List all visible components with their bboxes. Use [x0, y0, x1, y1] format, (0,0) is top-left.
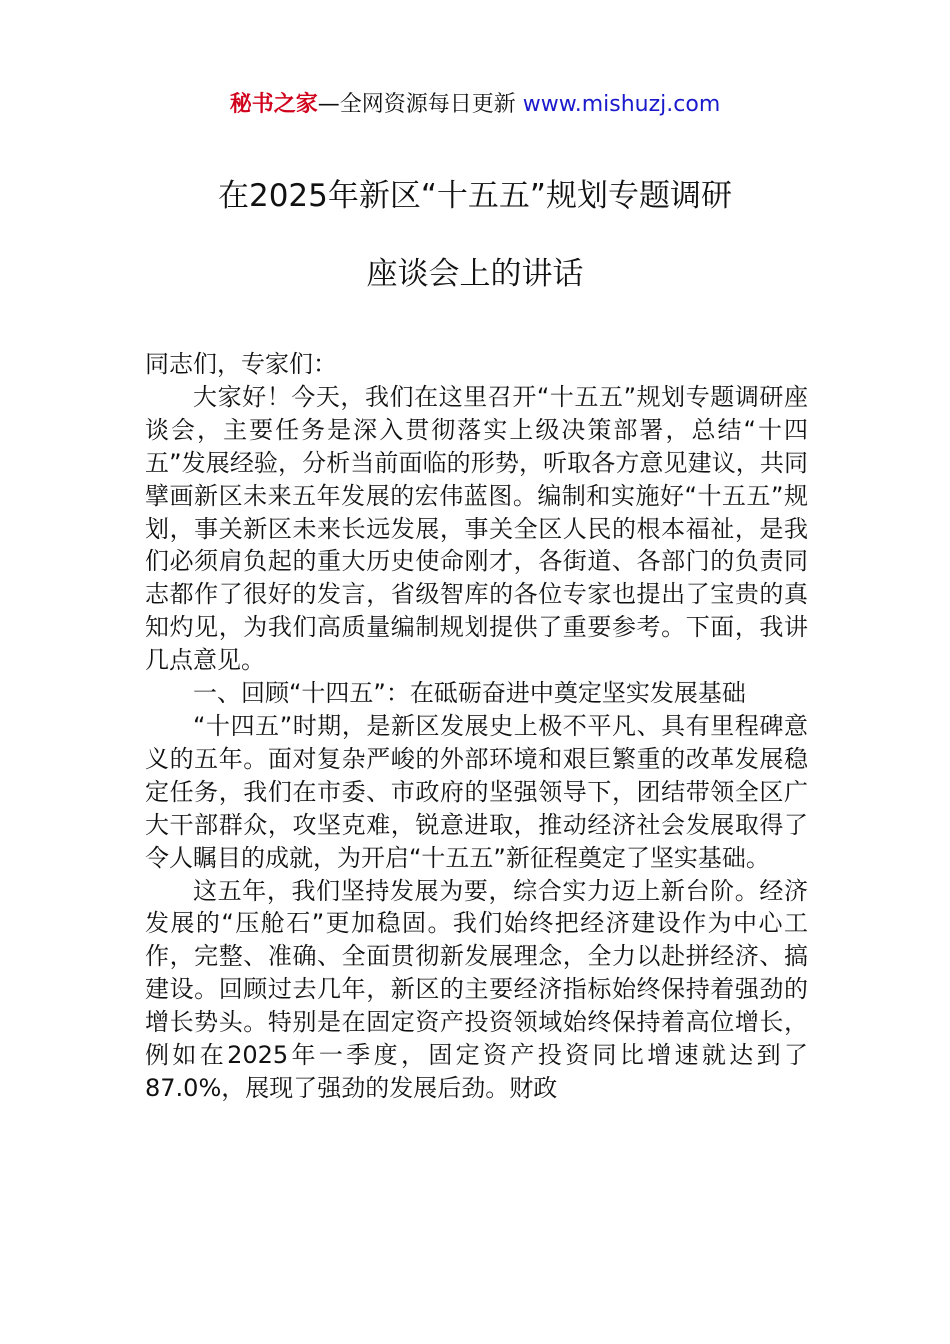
paragraph-opening: 大家好！今天，我们在这里召开“十五五”规划专题调研座谈会，主要任务是深入贯彻落实上级决策部署，总结“十四五”发展经验，分析当前面临的形势，听取各方意见建议，共同擘画新区未来五年发展的宏伟蓝图。编制和实施好“十五五”规划，事关新区未来长远发展，事关全区人民的根本福祉，是我们必须肩负起的重大历史使命刚才，各街道、各部门的负责同志都作了很好的发言，省级智库的各位专家也提出了宝贵的真知灼见，为我们高质量编制规划提供了重要参考。下面，我讲几点意见。 — [145, 382, 808, 675]
salutation: 同志们，专家们： — [145, 350, 337, 378]
banner-tagline: —全网资源每日更新 — [317, 92, 523, 117]
paragraph-economy: 这五年，我们坚持发展为要，综合实力迈上新台阶。经济发展的“压舱石”更加稳固。我们始终把经济建设作为中心工作，完整、准确、全面贯彻新发展理念，全力以赴拼经济、搞建设。回顾过去几年，新区的主要经济指标始终保持着强劲的增长势头。特别是在固定资产投资领域始终保持着高位增长，例如在2025年一季度，固定资产投资同比增速就达到了87.0%，展现了强劲的发展后劲。财政 — [145, 876, 808, 1102]
document-title — [140, 180, 810, 290]
title-line-1: 在2025年新区“十五五”规划专题调研 — [217, 178, 732, 214]
site-banner — [0, 88, 950, 122]
title-line-2: 座谈会上的讲话 — [366, 256, 584, 292]
document-body — [145, 348, 808, 1105]
paragraph-review: “十四五”时期，是新区发展史上极不平凡、具有里程碑意义的五年。面对复杂严峻的外部环境和艰巨繁重的改革发展稳定任务，我们在市委、市政府的坚强领导下，团结带领全区广大干部群众，攻坚克难，锐意进取，推动经济社会发展取得了令人瞩目的成就，为开启“十五五”新征程奠定了坚实基础。 — [145, 711, 808, 872]
brand-name: 秘书之家 — [229, 92, 318, 117]
section-heading-1: 一、回顾“十四五”：在砥砺奋进中奠定坚实发展基础 — [193, 679, 746, 708]
site-url-link[interactable]: www.mishuzj.com — [522, 92, 721, 117]
